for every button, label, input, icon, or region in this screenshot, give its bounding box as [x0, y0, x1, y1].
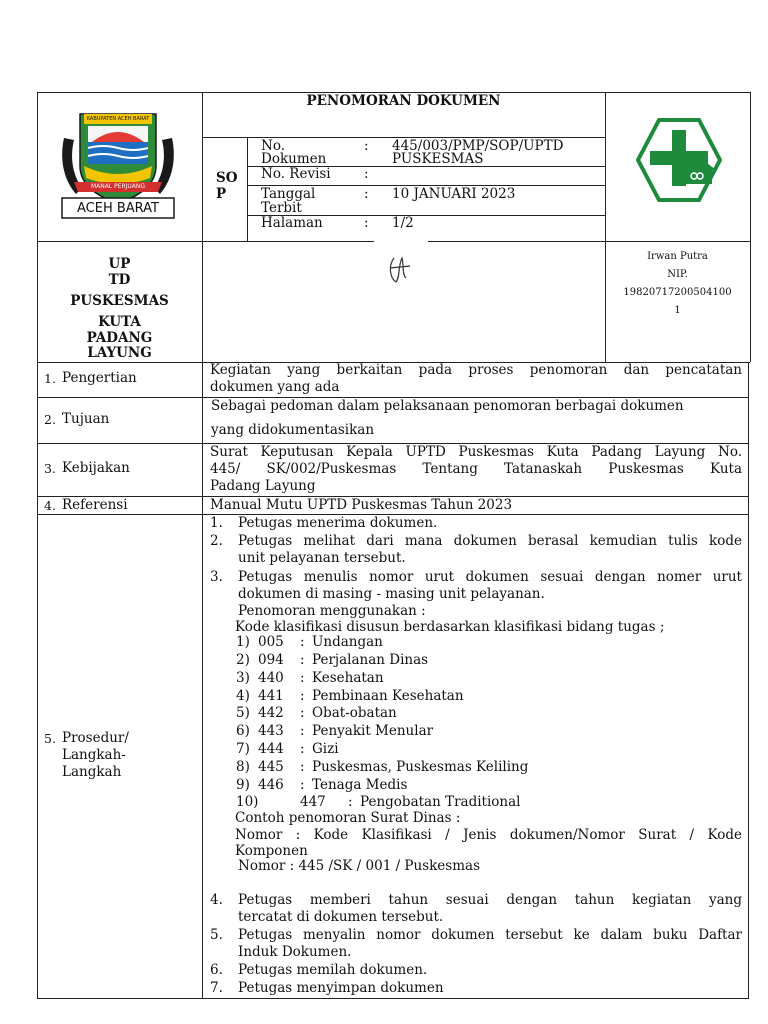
format-line-1: Nomor : Kode Klasifikasi / Jenis dokumen/Nomor Surat / Kode: [235, 827, 742, 843]
format-line-2: Komponen: [235, 843, 308, 859]
numbering-intro: Penomoran menggunakan :: [238, 603, 426, 619]
sop-label-top: SO: [216, 170, 238, 186]
logo-top-text: KABUPATEN ACEH BARAT: [86, 116, 150, 122]
document-title: PENOMORAN DOKUMEN: [306, 93, 501, 109]
example-intro: Contoh penomoran Surat Dinas :: [235, 810, 461, 826]
logo-ribbon-text: MANAL PERJUANG: [90, 183, 146, 190]
logo-bottom-text: ACEH BARAT: [76, 201, 159, 216]
aceh-barat-logo: [58, 108, 178, 220]
classification-intro: Kode klasifikasi disusun berdasarkan klasifikasi bidang tugas ;: [235, 619, 665, 635]
signature: [380, 248, 420, 288]
puskesmas-logo: [636, 118, 722, 202]
example-value: Nomor : 445 /SK / 001 / Puskesmas: [238, 858, 481, 874]
sop-label-bottom: P: [216, 186, 227, 202]
